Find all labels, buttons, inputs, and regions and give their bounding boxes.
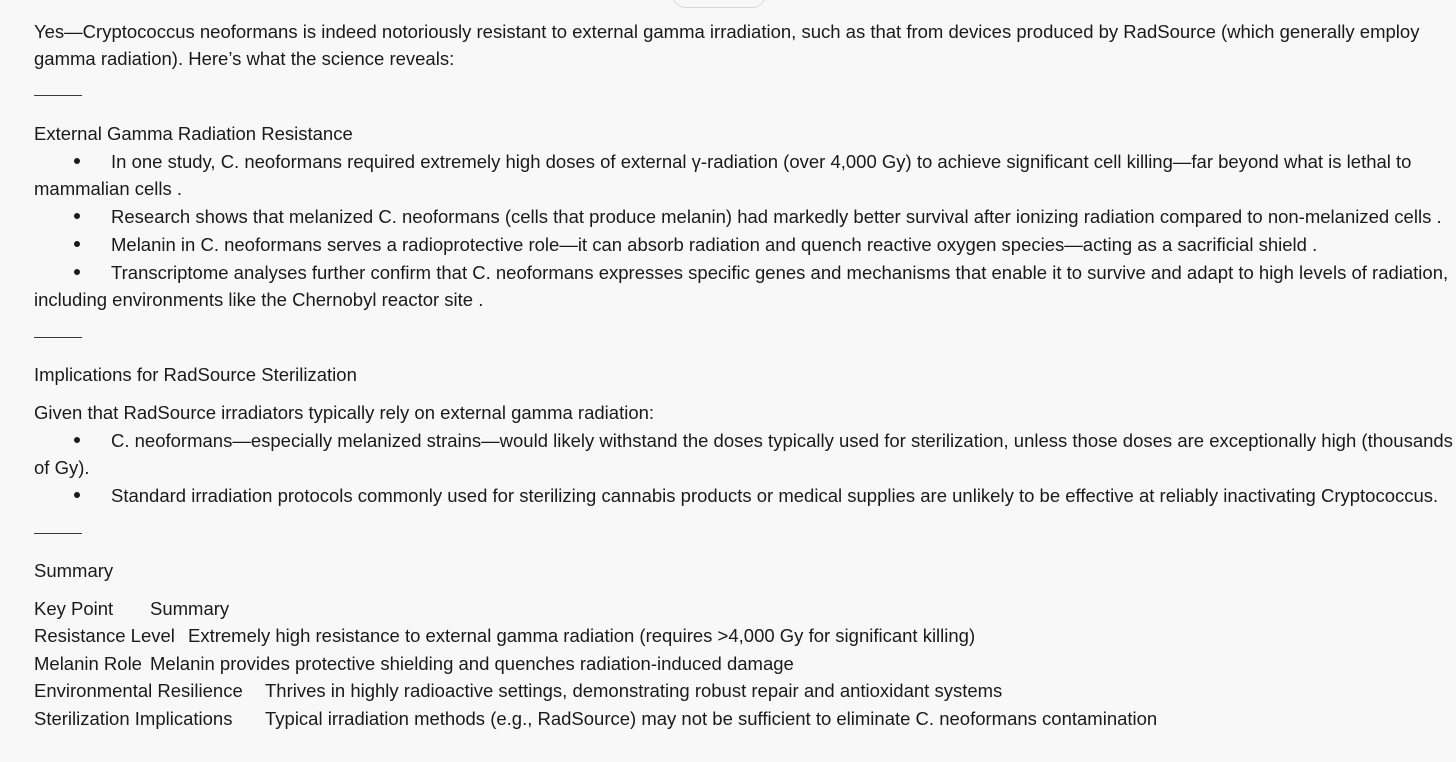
intro-text-line-1: Yes—Cryptococcus neoformans is indeed notoriously resistant to external gamma irradiation, such as that from devices produced by RadSource (which generally employ bbox=[34, 21, 1420, 42]
bullet-dot bbox=[74, 269, 80, 275]
table-cell-key: Sterilization Implications bbox=[34, 708, 233, 729]
section-heading-summary: Summary bbox=[34, 560, 114, 581]
list-item-text: In one study, C. neoformans required extremely high doses of external γ-radiation (over 4,000 Gy) to achieve significant cell killing—far beyond what is lethal to bbox=[111, 151, 1412, 172]
section-divider bbox=[34, 95, 82, 96]
bullet-dot bbox=[74, 241, 80, 247]
list-item-text: Standard irradiation protocols commonly used for sterilizing cannabis products or medical supplies are unlikely to be effective at reliably inactivating Cryptococcus. bbox=[111, 485, 1439, 506]
section-lead-text: Given that RadSource irradiators typically rely on external gamma radiation: bbox=[34, 402, 655, 423]
table-cell-key: Resistance Level bbox=[34, 625, 175, 646]
table-cell-value: Extremely high resistance to external gamma radiation (requires >4,000 Gy for significant killing) bbox=[188, 625, 976, 646]
section-divider bbox=[34, 533, 82, 534]
bullet-dot bbox=[74, 213, 80, 219]
bullet-dot bbox=[74, 437, 80, 443]
table-cell-value: Typical irradiation methods (e.g., RadSource) may not be sufficient to eliminate C. neoformans contamination bbox=[265, 708, 1158, 729]
top-pill-button[interactable] bbox=[672, 0, 766, 8]
bullet-dot bbox=[74, 158, 80, 164]
list-item-text: Research shows that melanized C. neoformans (cells that produce melanin) had markedly better survival after ionizing radiation compared to non-melanized cells . bbox=[111, 206, 1442, 227]
intro-text-line-2: gamma radiation). Here’s what the science reveals: bbox=[34, 48, 455, 69]
list-item-text: C. neoformans—especially melanized strains—would likely withstand the doses typically used for sterilization, unless those doses are exceptionally high (thousands bbox=[111, 430, 1453, 451]
list-item-text-continued: mammalian cells . bbox=[34, 178, 183, 199]
section-divider bbox=[34, 337, 82, 338]
table-cell-key: Melanin Role bbox=[34, 653, 142, 674]
table-header-cell: Key Point bbox=[34, 598, 114, 619]
list-item-text: Melanin in C. neoformans serves a radioprotective role—it can absorb radiation and quench reactive oxygen species—acting as a sacrificial shield . bbox=[111, 234, 1318, 255]
section-heading-resistance: External Gamma Radiation Resistance bbox=[34, 123, 353, 144]
list-item-text: Transcriptome analyses further confirm that C. neoformans expresses specific genes and mechanisms that enable it to survive and adapt to high levels of radiation, bbox=[111, 262, 1449, 283]
list-item-text-continued: of Gy). bbox=[34, 457, 90, 478]
table-cell-value: Thrives in highly radioactive settings, demonstrating robust repair and antioxidant systems bbox=[265, 680, 1003, 701]
list-item-text-continued: including environments like the Chernobyl reactor site . bbox=[34, 289, 484, 310]
bullet-dot bbox=[74, 492, 80, 498]
section-heading-implications: Implications for RadSource Sterilization bbox=[34, 364, 357, 385]
table-cell-key: Environmental Resilience bbox=[34, 680, 243, 701]
table-header-cell: Summary bbox=[150, 598, 230, 619]
table-cell-value: Melanin provides protective shielding and quenches radiation-induced damage bbox=[150, 653, 794, 674]
